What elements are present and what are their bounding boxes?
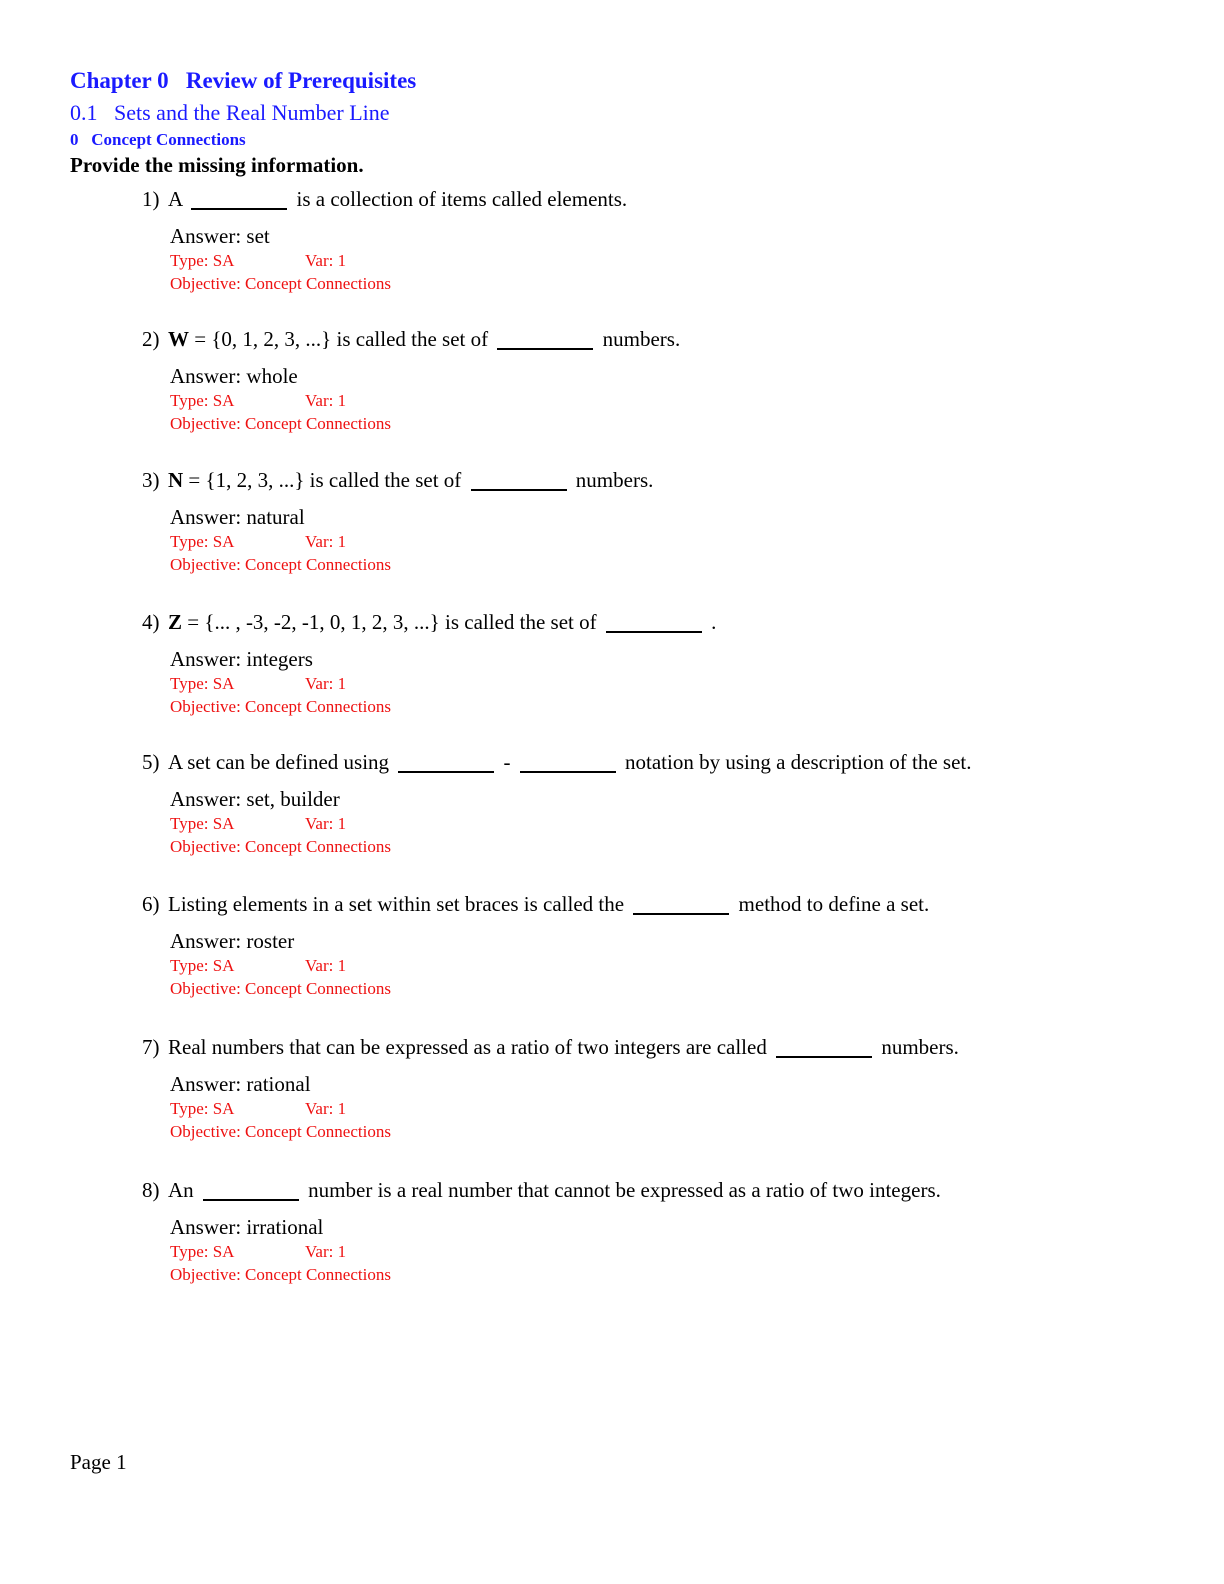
answer-blank	[191, 188, 287, 210]
type-label: Type: SA	[170, 1099, 235, 1118]
answer-blank	[520, 751, 616, 773]
objective-label: Objective: Concept Connections	[170, 837, 391, 856]
answer-text: Answer: irrational	[170, 1215, 324, 1239]
answer-blank	[633, 893, 729, 915]
question-item	[142, 466, 1142, 576]
question-meta	[170, 954, 1142, 977]
question-item	[142, 185, 1142, 295]
type-label: Type: SA	[170, 956, 235, 975]
question-item	[142, 890, 1142, 1000]
question-fragment: numbers.	[881, 1035, 959, 1059]
answer-text: Answer: natural	[170, 505, 305, 529]
question-fragment: A set can be defined using	[168, 750, 390, 774]
question-number: 8)	[142, 1178, 160, 1202]
question-fragment: notation by using a description of the set.	[625, 750, 972, 774]
question-fragment: numbers.	[575, 468, 654, 492]
question-text	[142, 185, 1142, 213]
set-symbol: Z	[168, 610, 183, 634]
type-label: Type: SA	[170, 532, 235, 551]
question-meta	[170, 812, 1142, 835]
var-label: Var: 1	[305, 1099, 347, 1118]
question-fragment: = {... , -3, -2, -1, 0, 1, 2, 3, ...} is called the set of	[187, 610, 597, 634]
answer-blank	[471, 469, 567, 491]
question-text	[142, 466, 1142, 494]
question-item	[142, 325, 1142, 435]
question-text	[142, 890, 1142, 918]
answer-blank	[497, 328, 593, 350]
question-meta	[170, 672, 1142, 695]
question-fragment: .	[711, 610, 717, 634]
question-meta	[170, 530, 1142, 553]
type-label: Type: SA	[170, 1242, 235, 1261]
question-text	[142, 608, 1142, 636]
type-label: Type: SA	[170, 391, 235, 410]
type-label: Type: SA	[170, 814, 235, 833]
question-fragment: number is a real number that cannot be expressed as a ratio of two integers.	[308, 1178, 941, 1202]
question-fragment: = {1, 2, 3, ...} is called the set of	[188, 468, 462, 492]
objective-label: Objective: Concept Connections	[170, 274, 391, 293]
question-number: 4)	[142, 610, 160, 634]
answer-blank	[203, 1179, 299, 1201]
objective-label: Objective: Concept Connections	[170, 1265, 391, 1284]
var-label: Var: 1	[305, 956, 347, 975]
question-number: 7)	[142, 1035, 160, 1059]
answer-text: Answer: rational	[170, 1072, 311, 1096]
objective-label: Objective: Concept Connections	[170, 979, 391, 998]
question-item	[142, 1176, 1142, 1286]
set-symbol: W	[168, 327, 189, 351]
answer-blank	[776, 1036, 872, 1058]
question-item	[142, 748, 1142, 858]
var-label: Var: 1	[305, 532, 347, 551]
answer-text: Answer: whole	[170, 364, 298, 388]
question-fragment: numbers.	[602, 327, 681, 351]
question-fragment: A	[168, 187, 183, 211]
var-label: Var: 1	[305, 674, 347, 693]
question-meta	[170, 249, 1142, 272]
var-label: Var: 1	[305, 251, 347, 270]
answer-text: Answer: set	[170, 224, 270, 248]
question-fragment: Real numbers that can be expressed as a ratio of two integers are called	[168, 1035, 767, 1059]
instructions: Provide the missing information.	[70, 153, 364, 177]
objective-label: Objective: Concept Connections	[170, 414, 391, 433]
objective-label: Objective: Concept Connections	[170, 555, 391, 574]
question-text	[142, 325, 1142, 353]
question-fragment: method to define a set.	[738, 892, 930, 916]
question-fragment: -	[503, 750, 516, 774]
question-text	[142, 748, 1142, 776]
question-text	[142, 1033, 1142, 1061]
chapter-title: Chapter 0 Review of Prerequisites	[70, 68, 417, 93]
question-number: 5)	[142, 750, 160, 774]
question-number: 1)	[142, 187, 160, 211]
question-fragment: An	[168, 1178, 194, 1202]
question-item	[142, 608, 1142, 718]
question-fragment: = {0, 1, 2, 3, ...} is called the set of	[194, 327, 489, 351]
page-number: Page 1	[70, 1450, 127, 1474]
question-fragment: Listing elements in a set within set braces is called the	[168, 892, 625, 916]
answer-blank	[606, 611, 702, 633]
set-symbol: N	[168, 468, 184, 492]
objective-label: Objective: Concept Connections	[170, 697, 391, 716]
question-fragment: is a collection of items called elements.	[296, 187, 628, 211]
var-label: Var: 1	[305, 391, 347, 410]
var-label: Var: 1	[305, 814, 347, 833]
answer-blank	[398, 751, 494, 773]
answer-text: Answer: roster	[170, 929, 295, 953]
answer-text: Answer: set, builder	[170, 787, 340, 811]
section-title: 0.1 Sets and the Real Number Line	[70, 100, 390, 125]
objective-label: Objective: Concept Connections	[170, 1122, 391, 1141]
question-item	[142, 1033, 1142, 1143]
question-meta	[170, 389, 1142, 412]
answer-text: Answer: integers	[170, 647, 313, 671]
question-number: 2)	[142, 327, 160, 351]
type-label: Type: SA	[170, 251, 235, 270]
question-number: 3)	[142, 468, 160, 492]
type-label: Type: SA	[170, 674, 235, 693]
question-meta	[170, 1240, 1142, 1263]
question-text	[142, 1176, 1142, 1204]
question-meta	[170, 1097, 1142, 1120]
question-number: 6)	[142, 892, 160, 916]
subsection-title: 0 Concept Connections	[70, 130, 246, 149]
var-label: Var: 1	[305, 1242, 347, 1261]
